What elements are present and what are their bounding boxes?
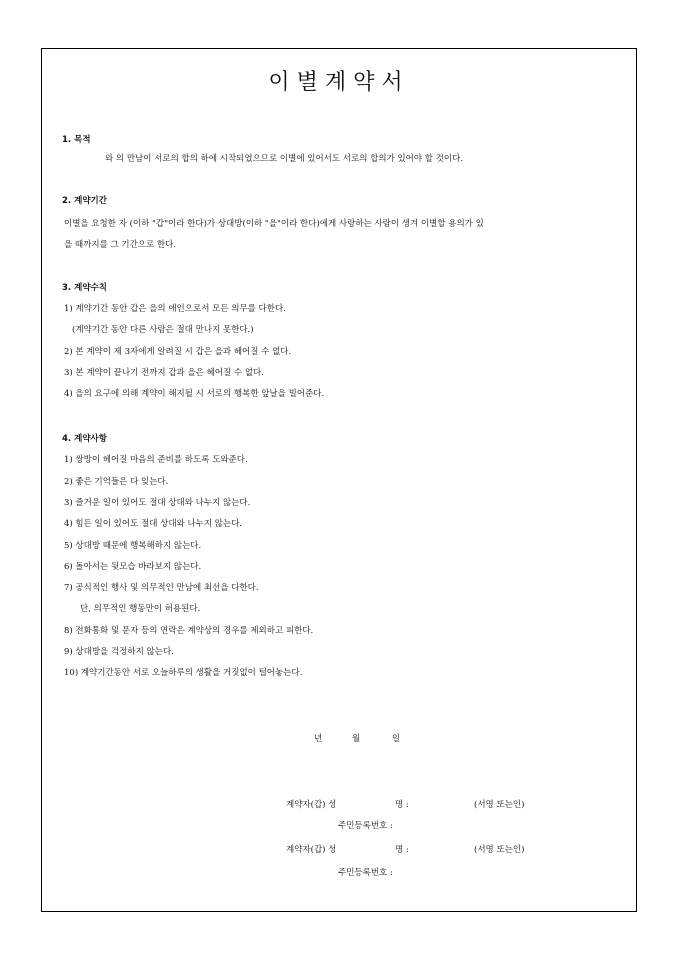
rule-item: 3) 본 계약이 끝나기 전까지 갑과 을은 헤어질 수 없다. — [64, 368, 264, 378]
signer-label: 계약자(갑) 성 — [286, 845, 337, 855]
term-item: 4) 힘든 일이 있어도 절대 상대와 나누지 않는다. — [64, 519, 243, 529]
section-heading-purpose: 1. 목적 — [62, 135, 91, 145]
term-item: 7) 공식적인 행사 및 의무적인 만남에 최선을 다한다. — [64, 583, 259, 593]
term-item: 2) 좋은 기억들은 다 잊는다. — [64, 477, 169, 487]
term-item: 3) 즐거운 일이 있어도 절대 상대와 나누지 않는다. — [64, 498, 251, 508]
rule-item: 1) 계약기간 동안 갑은 을의 애인으로서 모든 의무를 다한다. — [64, 304, 286, 314]
term-item: 단, 의무적인 행동만이 허용된다. — [80, 604, 201, 614]
contract-page — [41, 48, 637, 912]
signer-name-label: 명 : — [395, 800, 409, 810]
date-month: 월 — [352, 734, 361, 744]
term-item: 1) 쌍방이 헤어질 마음의 준비를 하도록 도와준다. — [64, 455, 248, 465]
term-item: 10) 계약기간동안 서로 오늘하루의 생활을 거짓없이 털어놓는다. — [64, 668, 303, 678]
term-item: 5) 상대방 때문에 행복해하지 않는다. — [64, 541, 202, 551]
document-title: 이별계약서 — [268, 70, 410, 95]
resident-id-label: 주민등록번호 : — [338, 868, 393, 878]
date-day: 일 — [392, 734, 401, 744]
rule-item: (계약기간 동안 다른 사람은 절대 만나지 못한다.) — [72, 325, 254, 335]
rule-item: 2) 본 계약이 제 3자에게 알려질 시 갑은 을과 헤어질 수 없다. — [64, 347, 292, 357]
term-item: 6) 돌아서는 뒷모습 바라보지 않는다. — [64, 562, 202, 572]
signer-label: 계약자(갑) 성 — [286, 800, 337, 810]
signer-name-label: 명 : — [395, 845, 409, 855]
period-text-line-1: 이별을 요청한 자 (이하 "갑"이라 한다)가 상대방(이하 "을"이라 한다)에게 사랑하는 사람이 생겨 이별할 용의가 있 — [64, 219, 484, 229]
signature-note: (서명 또는인) — [474, 800, 525, 810]
period-text-line-2: 을 때까지를 그 기간으로 한다. — [64, 240, 177, 250]
date-year: 년 — [314, 734, 323, 744]
term-item: 8) 전화통화 및 문자 등의 연락은 계약상의 경우를 제외하고 피한다. — [64, 626, 314, 636]
section-heading-rules: 3. 계약수칙 — [62, 283, 107, 293]
section-heading-period: 2. 계약기간 — [62, 196, 107, 206]
rule-item: 4) 을의 요구에 의해 계약이 해지될 시 서로의 행복한 앞날을 빌어준다. — [64, 389, 325, 399]
resident-id-label: 주민등록번호 : — [338, 821, 393, 831]
signature-note: (서명 또는인) — [474, 845, 525, 855]
section-heading-terms: 4. 계약사항 — [62, 434, 107, 444]
purpose-text: 와 의 만남이 서로의 합의 하에 시작되었으므로 이별에 있어서도 서로의 합의가 있어야 할 것이다. — [105, 154, 464, 164]
term-item: 9) 상대방을 걱정하지 않는다. — [64, 647, 174, 657]
